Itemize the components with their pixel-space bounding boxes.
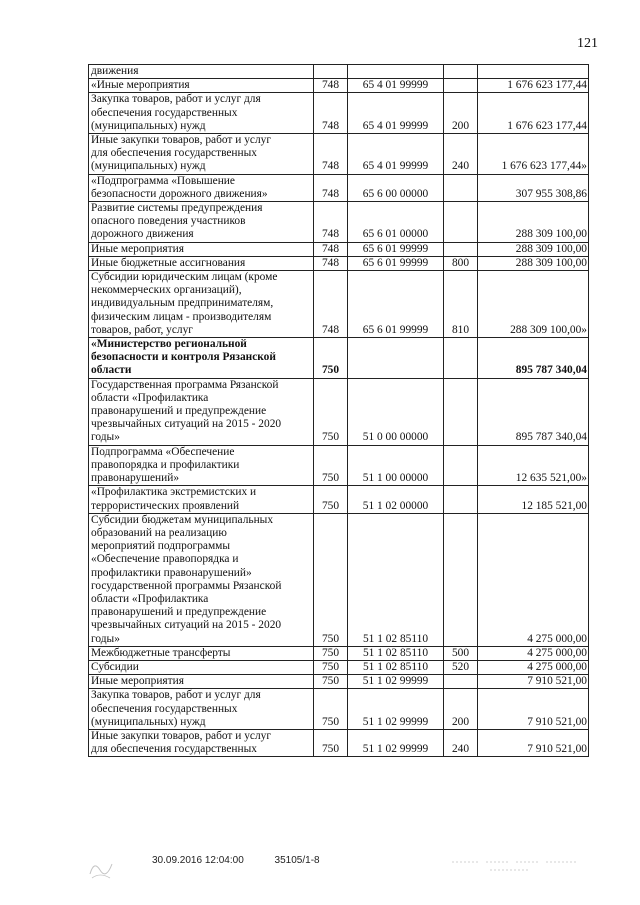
row-expense-type-cell: 810 [444, 271, 478, 338]
row-expense-type-cell: 240 [444, 134, 478, 175]
row-ministry-code-cell [314, 65, 348, 79]
row-expense-type-cell: 800 [444, 256, 478, 270]
row-ministry-code-cell: 748 [314, 271, 348, 338]
row-name-cell: Субсидии юридическим лицам (кроме некоммерческих организаций), индивидуальным предпринимателям, физическим лицам - производителям товаров, работ, услуг [89, 271, 314, 338]
budget-table [88, 64, 589, 757]
row-target-code-cell: 65 6 01 00000 [348, 202, 444, 243]
row-ministry-code-cell: 750 [314, 646, 348, 660]
row-name-cell: Субсидии [89, 660, 314, 674]
row-target-code-cell: 51 1 02 85110 [348, 660, 444, 674]
row-name-cell: «Подпрограмма «Повышение безопасности дорожного движения» [89, 174, 314, 201]
row-ministry-code-cell: 750 [314, 729, 348, 756]
row-target-code-cell [348, 338, 444, 379]
row-ministry-code-cell: 748 [314, 242, 348, 256]
row-target-code-cell: 65 4 01 99999 [348, 93, 444, 134]
table-row [89, 445, 589, 486]
row-amount-cell: 12 185 521,00 [478, 486, 589, 513]
footer-datetime: 30.09.2016 12:04:00 [152, 855, 244, 866]
row-expense-type-cell: 200 [444, 93, 478, 134]
table-row [89, 646, 589, 660]
row-name-cell: «Профилактика экстремистских и террористических проявлений [89, 486, 314, 513]
row-amount-cell: 4 275 000,00 [478, 660, 589, 674]
row-amount-cell: 1 676 623 177,44 [478, 79, 589, 93]
table-row [89, 256, 589, 270]
row-expense-type-cell: 520 [444, 660, 478, 674]
table-row [89, 65, 589, 79]
row-amount-cell: 7 910 521,00 [478, 729, 589, 756]
row-name-cell: Развитие системы предупреждения опасного поведения участников дорожного движения [89, 202, 314, 243]
row-ministry-code-cell: 750 [314, 486, 348, 513]
row-target-code-cell: 65 4 01 99999 [348, 79, 444, 93]
row-amount-cell: 288 309 100,00» [478, 271, 589, 338]
row-target-code-cell: 51 1 02 99999 [348, 675, 444, 689]
row-name-cell: Иные бюджетные ассигнования [89, 256, 314, 270]
table-row [89, 378, 589, 445]
row-expense-type-cell [444, 675, 478, 689]
table-row [89, 486, 589, 513]
row-target-code-cell: 51 1 02 99999 [348, 689, 444, 730]
table-row [89, 134, 589, 175]
row-target-code-cell: 51 1 00 00000 [348, 445, 444, 486]
row-name-cell: Иные закупки товаров, работ и услуг для обеспечения государственных [89, 729, 314, 756]
row-expense-type-cell [444, 242, 478, 256]
table-row [89, 79, 589, 93]
row-expense-type-cell [444, 79, 478, 93]
row-amount-cell: 288 309 100,00 [478, 202, 589, 243]
table-row [89, 174, 589, 201]
row-expense-type-cell: 200 [444, 689, 478, 730]
row-target-code-cell: 65 6 01 99999 [348, 271, 444, 338]
row-amount-cell: 4 275 000,00 [478, 513, 589, 646]
row-ministry-code-cell: 750 [314, 338, 348, 379]
row-name-cell: «Иные мероприятия [89, 79, 314, 93]
row-target-code-cell: 51 1 02 99999 [348, 729, 444, 756]
row-amount-cell: 12 635 521,00» [478, 445, 589, 486]
table-row [89, 202, 589, 243]
table-row [89, 93, 589, 134]
row-expense-type-cell [444, 378, 478, 445]
row-target-code-cell: 65 4 01 99999 [348, 134, 444, 175]
row-expense-type-cell: 500 [444, 646, 478, 660]
page-number: 121 [577, 36, 598, 51]
row-name-cell: Иные закупки товаров, работ и услуг для обеспечения государственных (муниципальных) нужд [89, 134, 314, 175]
row-expense-type-cell [444, 65, 478, 79]
row-ministry-code-cell: 750 [314, 660, 348, 674]
row-expense-type-cell [444, 445, 478, 486]
row-target-code-cell [348, 65, 444, 79]
row-ministry-code-cell: 750 [314, 378, 348, 445]
stamp-mark-left [86, 852, 116, 882]
row-name-cell: Закупка товаров, работ и услуг для обеспечения государственных (муниципальных) нужд [89, 93, 314, 134]
row-ministry-code-cell: 748 [314, 256, 348, 270]
row-name-cell: Иные мероприятия [89, 675, 314, 689]
table-row [89, 689, 589, 730]
table-row [89, 271, 589, 338]
row-amount-cell: 7 910 521,00 [478, 675, 589, 689]
row-name-cell: Подпрограмма «Обеспечение правопорядка и профилактики правонарушений» [89, 445, 314, 486]
table-row [89, 242, 589, 256]
table-row [89, 513, 589, 646]
row-target-code-cell: 51 0 00 00000 [348, 378, 444, 445]
row-target-code-cell: 65 6 01 99999 [348, 256, 444, 270]
footer-doc-number: 35105/1-8 [274, 855, 320, 866]
row-amount-cell: 288 309 100,00 [478, 256, 589, 270]
row-target-code-cell: 65 6 00 00000 [348, 174, 444, 201]
row-ministry-code-cell: 748 [314, 174, 348, 201]
row-ministry-code-cell: 750 [314, 689, 348, 730]
row-expense-type-cell [444, 202, 478, 243]
row-amount-cell: 7 910 521,00 [478, 689, 589, 730]
row-name-cell: Закупка товаров, работ и услуг для обеспечения государственных (муниципальных) нужд [89, 689, 314, 730]
row-ministry-code-cell: 748 [314, 202, 348, 243]
row-ministry-code-cell: 750 [314, 675, 348, 689]
row-target-code-cell: 51 1 02 00000 [348, 486, 444, 513]
table-row [89, 660, 589, 674]
row-name-cell: движения [89, 65, 314, 79]
row-name-cell: Иные мероприятия [89, 242, 314, 256]
row-expense-type-cell: 240 [444, 729, 478, 756]
row-amount-cell: 307 955 308,86 [478, 174, 589, 201]
row-name-cell: «Министерство региональной безопасности и контроля Рязанской области [89, 338, 314, 379]
row-amount-cell: 895 787 340,04 [478, 338, 589, 379]
row-name-cell: Субсидии бюджетам муниципальных образований на реализацию мероприятий подпрограммы «Обеспечение правопорядка и профилактики правонарушений» государственной программы Рязанской области «Профилактика правонарушений и предупреждение чрезвычайных ситуаций на 2015 - 2020 годы» [89, 513, 314, 646]
table-row [89, 338, 589, 379]
stamp-mark-right [450, 854, 580, 876]
budget-table-body [89, 65, 589, 757]
row-expense-type-cell [444, 486, 478, 513]
table-row [89, 729, 589, 756]
row-ministry-code-cell: 750 [314, 513, 348, 646]
row-ministry-code-cell: 750 [314, 445, 348, 486]
row-expense-type-cell [444, 174, 478, 201]
row-target-code-cell: 51 1 02 85110 [348, 646, 444, 660]
row-expense-type-cell [444, 513, 478, 646]
table-row [89, 675, 589, 689]
row-target-code-cell: 51 1 02 85110 [348, 513, 444, 646]
row-ministry-code-cell: 748 [314, 79, 348, 93]
row-ministry-code-cell: 748 [314, 134, 348, 175]
row-amount-cell: 895 787 340,04 [478, 378, 589, 445]
row-ministry-code-cell: 748 [314, 93, 348, 134]
row-amount-cell: 4 275 000,00 [478, 646, 589, 660]
row-name-cell: Государственная программа Рязанской области «Профилактика правонарушений и предупреждение чрезвычайных ситуаций на 2015 - 2020 годы» [89, 378, 314, 445]
row-amount-cell: 1 676 623 177,44 [478, 93, 589, 134]
footer [152, 855, 348, 866]
row-expense-type-cell [444, 338, 478, 379]
row-amount-cell [478, 65, 589, 79]
row-target-code-cell: 65 6 01 99999 [348, 242, 444, 256]
row-name-cell: Межбюджетные трансферты [89, 646, 314, 660]
row-amount-cell: 288 309 100,00 [478, 242, 589, 256]
row-amount-cell: 1 676 623 177,44» [478, 134, 589, 175]
